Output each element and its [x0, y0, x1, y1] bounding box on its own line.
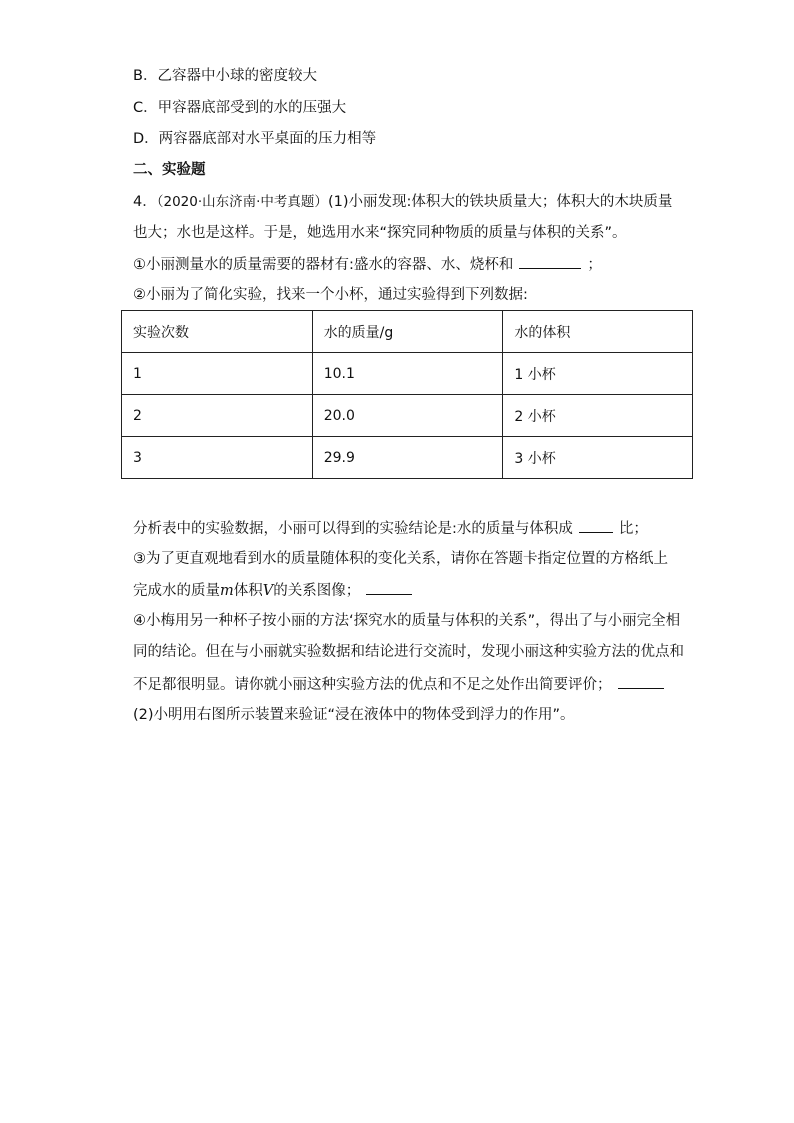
answer-blank-1[interactable] — [519, 254, 581, 269]
item-3-text-b: 体积 — [233, 583, 263, 599]
item-4-line-2: 同的结论。但在与小丽就实验数据和结论进行交流时，发现小丽这种实验方法的优点和 — [133, 644, 684, 660]
section-title: 二、实验题 — [133, 162, 206, 178]
item-4-line-1: ④小梅用另一种杯子按小丽的方法‘探究水的质量与体积的关系”，得出了与小丽完全相 — [133, 613, 681, 629]
table-cell: 3 — [122, 437, 313, 479]
item-1 — [133, 254, 602, 275]
question-source: （2020·山东济南·中考真题） — [156, 194, 328, 210]
item-1-end: ； — [587, 257, 602, 273]
answer-blank-4[interactable] — [618, 674, 664, 689]
analysis-text: 分析表中的实验数据，小丽可以得到的实验结论是:水的质量与体积成 — [133, 521, 573, 537]
option-d: D．两容器底部对水平桌面的压力相等 — [133, 131, 377, 147]
table-cell: 1 小杯 — [503, 353, 693, 395]
question-intro-text: (1)小丽发现:体积大的铁块质量大；体积大的木块质量 — [327, 194, 673, 210]
analysis-end: 比； — [618, 521, 648, 537]
option-b: B．乙容器中小球的密度较大 — [133, 68, 317, 84]
table-cell: 2 小杯 — [503, 395, 693, 437]
item-2: ②小丽为了简化实验，找来一个小杯，通过实验得到下列数据: — [133, 287, 528, 303]
option-c: C．甲容器底部受到的水的压强大 — [133, 100, 347, 116]
table-row — [122, 395, 693, 437]
table-header-cell: 实验次数 — [122, 311, 313, 353]
table-cell: 10.1 — [312, 353, 503, 395]
answer-blank-3[interactable] — [366, 580, 412, 595]
analysis-line — [133, 518, 648, 539]
item-3-line-1: ③为了更直观地看到水的质量随体积的变化关系，请你在答题卡指定位置的方格纸上 — [133, 551, 668, 567]
data-table — [121, 310, 693, 479]
question-intro-line-1 — [133, 192, 672, 212]
item-3-line-2 — [133, 580, 418, 601]
table-cell: 1 — [122, 353, 313, 395]
symbol-v: V — [262, 583, 274, 599]
question-intro-line-2: 也大；水也是这样。于是，她选用水来“探究同种物质的质量与体积的关系”。 — [133, 225, 627, 241]
item-4-line-3 — [133, 674, 670, 695]
table-header-row — [122, 311, 693, 353]
table-row — [122, 437, 693, 479]
symbol-m: m — [220, 583, 234, 599]
table-header-cell: 水的体积 — [503, 311, 693, 353]
item-3-text-c: 的关系图像； — [273, 583, 361, 599]
part-2: (2)小明用右图所示装置来验证“浸在液体中的物体受到浮力的作用”。 — [133, 707, 575, 723]
item-4-text: 不足都很明显。请你就小丽这种实验方法的优点和不足之处作出简要评价； — [133, 677, 612, 693]
table-cell: 2 — [122, 395, 313, 437]
answer-blank-2[interactable] — [579, 518, 613, 533]
item-3-text-a: 完成水的质量 — [133, 583, 220, 599]
item-1-text: ①小丽测量水的质量需要的器材有:盛水的容器、水、烧杯和 — [133, 257, 514, 273]
table-row — [122, 353, 693, 395]
table-cell: 29.9 — [312, 437, 503, 479]
table-cell: 20.0 — [312, 395, 503, 437]
table-cell: 3 小杯 — [503, 437, 693, 479]
question-number: 4． — [133, 194, 157, 210]
table-header-cell: 水的质量/g — [312, 311, 503, 353]
